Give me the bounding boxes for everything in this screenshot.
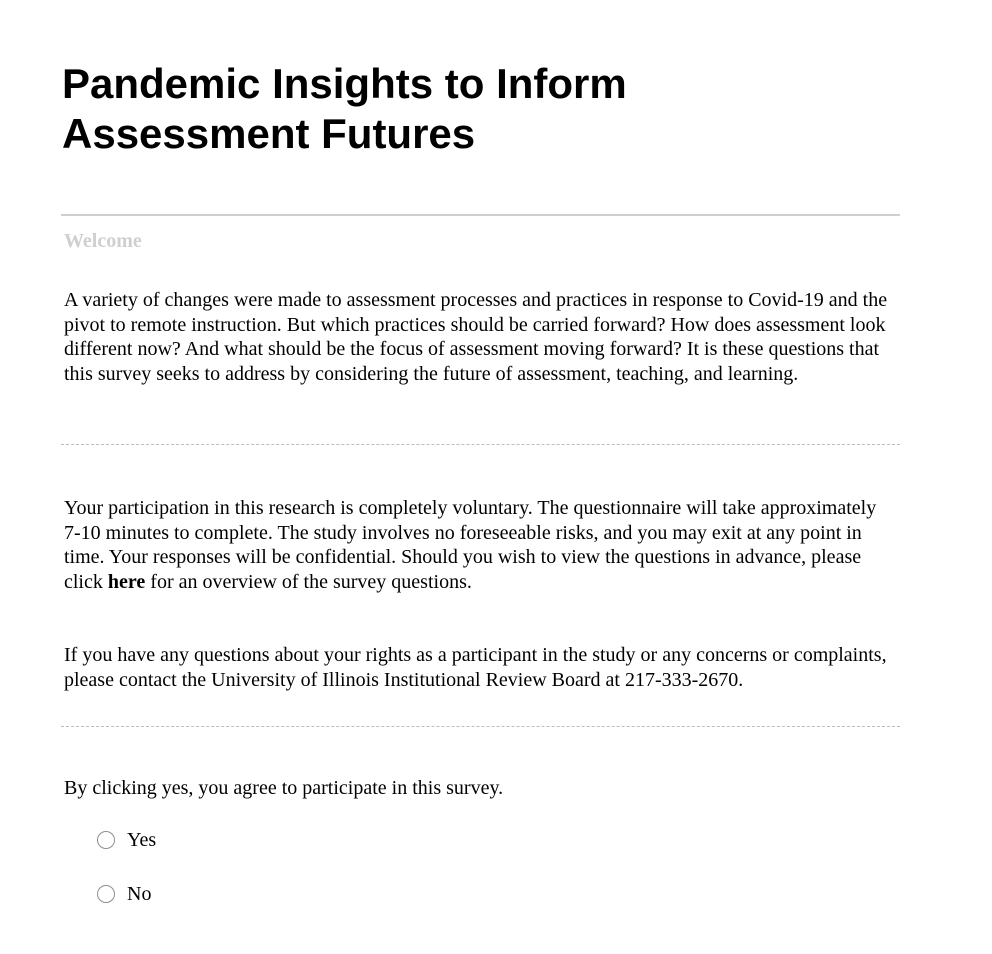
intro-paragraph: A variety of changes were made to assessment processes and practices in response to Covid-19 and the pivot to remote instruction. But which practices should be carried forward? How does assessment look different now? And what should be the focus of assessment moving forward? It is these questions that this survey seeks to address by considering the future of assessment, teaching, and learning. <box>64 289 888 385</box>
page-title: Pandemic Insights to Inform Assessment Futures <box>62 60 627 157</box>
consent-text-end: for an overview of the survey questions. <box>145 570 472 593</box>
contact-paragraph: If you have any questions about your rights as a participant in the study or any concerns or complaints, please contact the University of Illinois Institutional Review Board at 217-333-2670. <box>64 644 887 691</box>
option-no-label: No <box>127 883 152 905</box>
section-divider-2 <box>61 726 900 727</box>
option-no[interactable] <box>97 882 151 906</box>
section-divider-1 <box>61 444 900 445</box>
radio-no[interactable] <box>97 885 115 903</box>
consent-paragraph <box>64 496 894 594</box>
survey-overview-link[interactable]: here <box>107 570 146 593</box>
option-yes[interactable] <box>97 828 156 852</box>
consent-text-start: Your participation in this research is completely voluntary. The questionnaire will take approximately 7-10 minutes to complete. The study involves no foreseeable risks, and you may exit at any point in time. Your responses will be confidential. Should you wish to view the questions in advance, please click <box>64 497 877 593</box>
option-yes-label: Yes <box>127 829 157 851</box>
header-divider <box>61 214 900 216</box>
section-label: Welcome <box>64 230 142 252</box>
radio-yes[interactable] <box>97 831 115 849</box>
question-prompt: By clicking yes, you agree to participate in this survey. <box>64 777 504 799</box>
